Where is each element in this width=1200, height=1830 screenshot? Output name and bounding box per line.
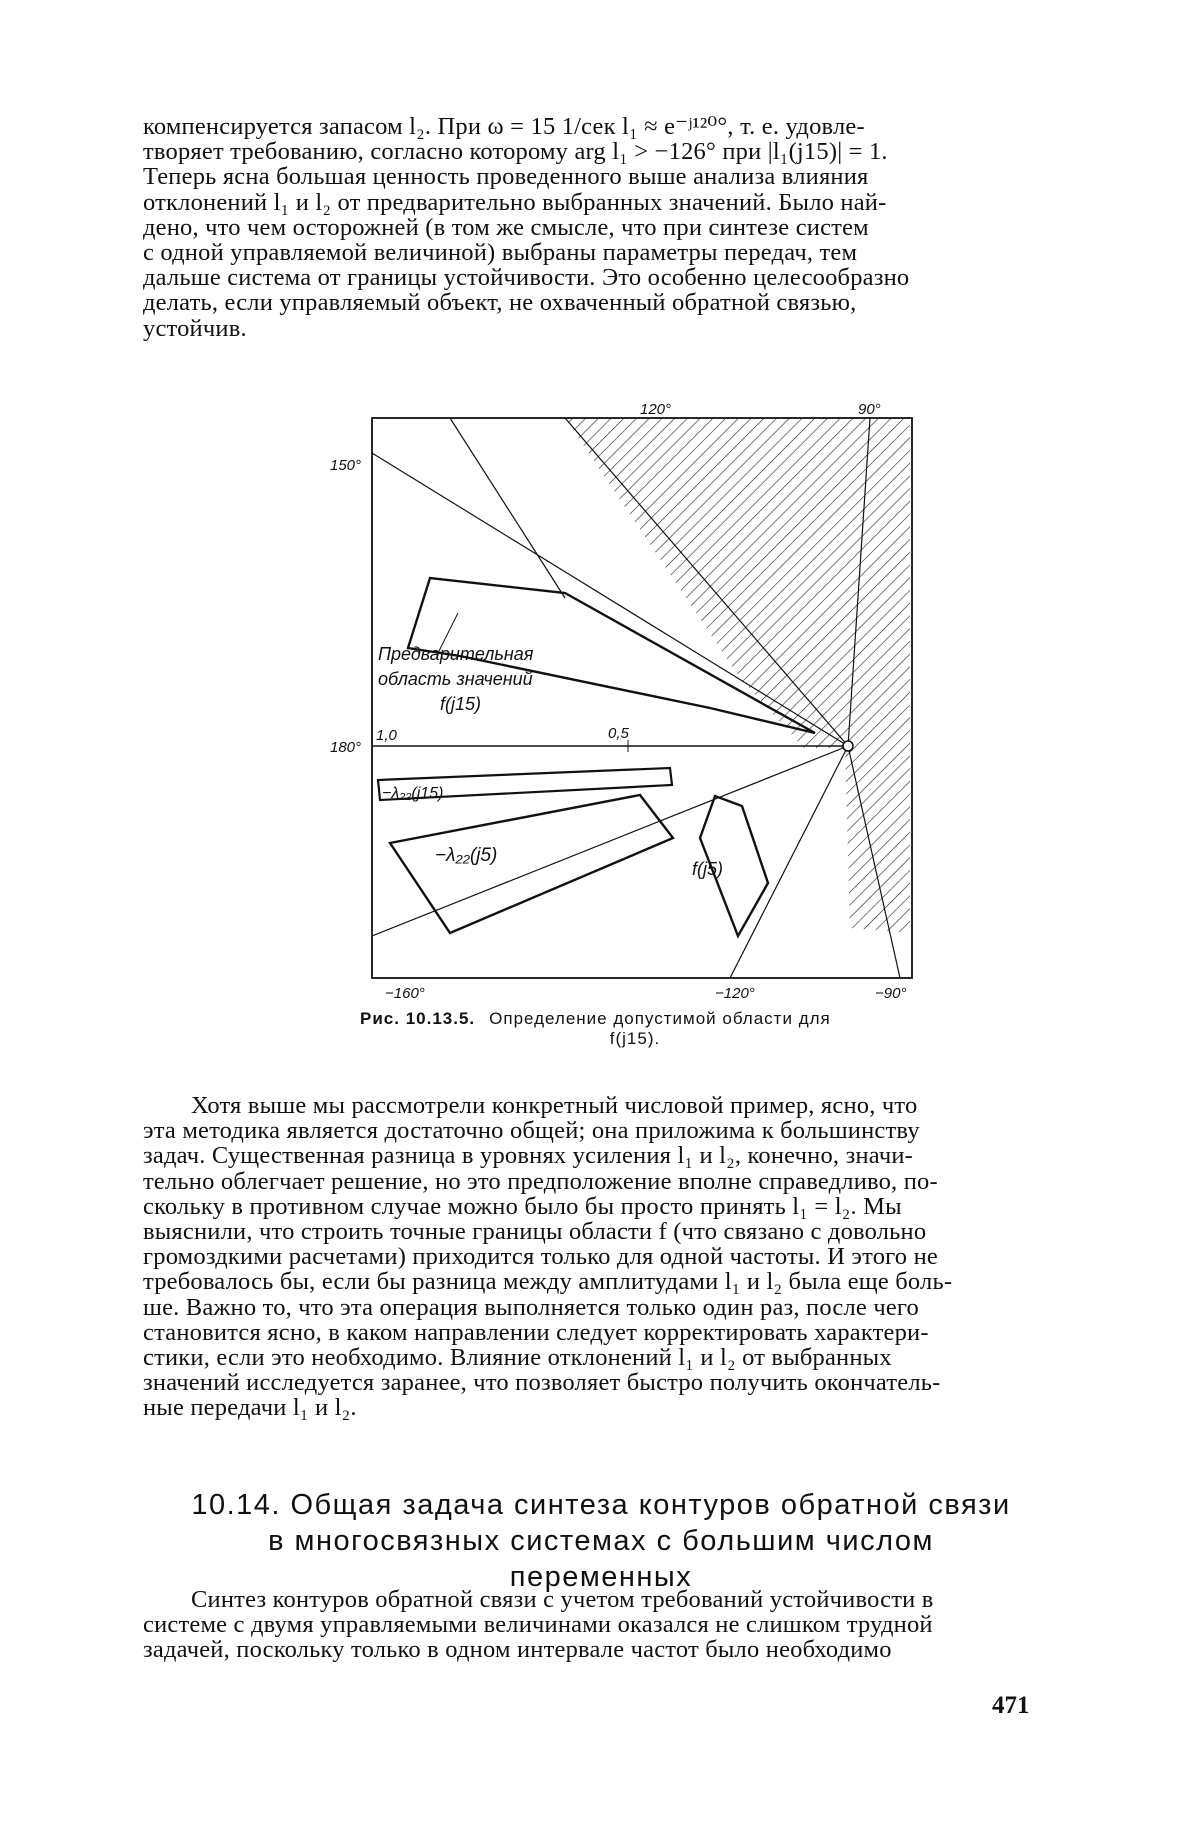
text-line: с одной управляемой величиной) выбраны параметры передач, тем	[143, 239, 858, 267]
text-line: ше. Важно то, что эта операция выполняется только один раз, после чего	[143, 1293, 920, 1321]
text-line: задачей, поскольку только в одном интервале частот было необходимо	[143, 1636, 892, 1664]
page-number: 471	[992, 1692, 1030, 1719]
annotation-line-2: область значений	[378, 669, 533, 689]
paragraph-2	[143, 1093, 1059, 1421]
label-minus-lambda22-j5: −λ₂₂(j5)	[435, 845, 498, 866]
text-line: эта методика является достаточно общей; она приложима к большинству	[143, 1117, 920, 1145]
section-heading	[143, 1487, 1059, 1595]
label-90-deg: 90°	[858, 401, 881, 418]
text-line: системе с двумя управляемыми величинами оказался не слишком трудной	[143, 1611, 933, 1639]
label-scale-1-0: 1,0	[376, 727, 397, 744]
radial-line-minus120	[730, 746, 848, 978]
text-line: Синтез контуров обратной связи с учетом требований устойчивости в	[191, 1586, 934, 1613]
text-line: творяет требованию, согласно которому arg l₁ > −126° при |l₁(j15)| = 1.	[143, 138, 888, 166]
boundary-dashed-line	[450, 418, 565, 598]
paragraph-3	[143, 1587, 1059, 1663]
text-line: становится ясно, в каком направлении следует корректировать характери-	[143, 1318, 929, 1346]
caption-number: Рис. 10.13.5.	[360, 1009, 476, 1028]
paragraph-1	[143, 114, 1059, 341]
text-line: требовалось бы, если бы разница между амплитудами l₁ и l₂ была еще боль-	[143, 1268, 953, 1296]
radial-line-minus160	[372, 746, 848, 936]
label-120-deg: 120°	[640, 401, 672, 418]
figure-diagram	[310, 388, 950, 1008]
text-line: выяснили, что строить точные границы области f (что связано с довольно	[143, 1218, 927, 1246]
label-180-deg: 180°	[330, 739, 362, 756]
label-minus160-deg: −160°	[385, 985, 425, 1002]
critical-point	[843, 741, 853, 751]
text-line: скольку в противном случае можно было бы просто принять l₁ = l₂. Мы	[143, 1192, 902, 1220]
text-line: Хотя выше мы рассмотрели конкретный числовой пример, ясно, что	[191, 1092, 918, 1119]
annotation-line-3: f(j15)	[440, 694, 482, 714]
text-line: дальше система от границы устойчивости. Это особенно целесообразно	[143, 264, 910, 292]
text-line: устойчив.	[143, 314, 247, 342]
text-line: отклонений l₁ и l₂ от предварительно выбранных значений. Было най-	[143, 188, 887, 216]
label-minus-lambda22-j15: −λ₂₂(j15)	[382, 785, 444, 802]
text-line: громоздкими расчетами) приходится только для одной частоты. И этого не	[143, 1243, 938, 1271]
figure-caption	[360, 1009, 900, 1049]
text-line: тельно облегчает решение, но это предположение вполне справедливо, по-	[143, 1167, 938, 1195]
annotation-line-1: Предварительная	[378, 644, 534, 664]
text-line: значений исследуется заранее, что позволяет быстро получить окончатель-	[143, 1369, 941, 1397]
heading-line: переменных	[509, 1561, 693, 1593]
heading-line: в многосвязных системах с большим числом	[268, 1525, 934, 1557]
label-minus90-deg: −90°	[875, 985, 907, 1002]
text-line: дено, что чем осторожней (в том же смысле, что при синтезе систем	[143, 213, 869, 241]
label-minus120-deg: −120°	[715, 985, 755, 1002]
text-line: делать, если управляемый объект, не охваченный обратной связью,	[143, 289, 857, 317]
text-line: Теперь ясна большая ценность проведенного выше анализа влияния	[143, 163, 869, 191]
figure-10-13-5	[310, 388, 950, 1008]
caption-tail: f(j15).	[609, 1029, 661, 1048]
text-line: компенсируется запасом l₂. При ω = 15 1/сек l₁ ≈ e⁻ʲ¹²⁰°, т. е. удовле-	[143, 113, 865, 140]
label-f-j5: f(j5)	[692, 859, 723, 879]
label-scale-0-5: 0,5	[608, 725, 629, 742]
text-line: стики, если это необходимо. Влияние отклонений l₁ и l₂ от выбранных	[143, 1344, 892, 1372]
heading-line: 10.14. Общая задача синтеза контуров обратной связи	[191, 1489, 1011, 1521]
caption-text: Определение допустимой области для	[489, 1009, 831, 1028]
text-line: задач. Существенная разница в уровнях усиления l₁ и l₂, конечно, значи-	[143, 1142, 914, 1170]
text-line: ные передачи l₁ и l₂.	[143, 1394, 357, 1422]
label-150-deg: 150°	[330, 457, 362, 474]
